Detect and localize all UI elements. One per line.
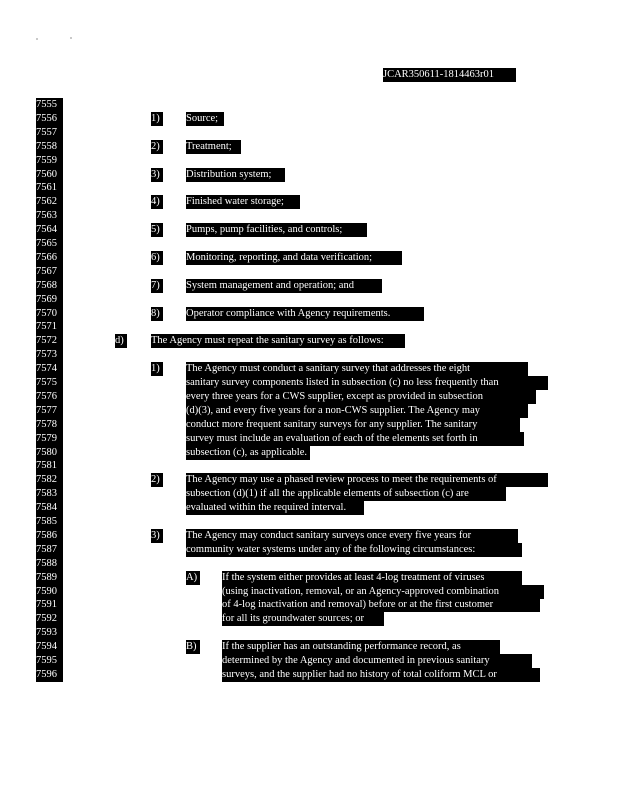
subsection-text-line: survey must include an evaluation of each of the elements set forth in xyxy=(186,432,524,446)
list-item-number: 5) xyxy=(151,223,163,237)
sub-item-text-line: If the supplier has an outstanding performance record, as xyxy=(222,640,500,654)
document-id: JCAR350611-1814463r01 xyxy=(383,68,516,82)
line-number: 7559 xyxy=(36,154,63,168)
list-item-number: 2) xyxy=(151,140,163,154)
subsection-text-line: subsection (d)(1) if all the applicable elements of subsection (c) are xyxy=(186,487,506,501)
line-number: 7567 xyxy=(36,265,63,279)
line-number: 7592 xyxy=(36,612,63,626)
line-number: 7575 xyxy=(36,376,63,390)
scan-speck xyxy=(70,37,72,39)
scan-speck xyxy=(36,38,38,40)
line-number: 7577 xyxy=(36,404,63,418)
subsection-text-line: sanitary survey components listed in subsection (c) no less frequently than xyxy=(186,376,548,390)
list-item-number: 8) xyxy=(151,307,163,321)
line-number: 7594 xyxy=(36,640,63,654)
sub-item-letter: A) xyxy=(186,571,200,585)
subsection-text-line: subsection (c), as applicable. xyxy=(186,446,310,460)
sub-item-text-line: If the system either provides at least 4-log treatment of viruses xyxy=(222,571,522,585)
line-number: 7589 xyxy=(36,571,63,585)
line-number: 7566 xyxy=(36,251,63,265)
subsection-text-line: community water systems under any of the following circumstances: xyxy=(186,543,522,557)
line-number: 7576 xyxy=(36,390,63,404)
list-item-number: 4) xyxy=(151,195,163,209)
line-number: 7562 xyxy=(36,195,63,209)
subsection-text-line: evaluated within the required interval. xyxy=(186,501,364,515)
list-item-text: Operator compliance with Agency requirements. xyxy=(186,307,424,321)
list-item-number: 1) xyxy=(151,112,163,126)
line-number: 7580 xyxy=(36,446,63,460)
subsection-text-line: conduct more frequent sanitary surveys for any supplier. The sanitary xyxy=(186,418,520,432)
list-item-text: Monitoring, reporting, and data verification; xyxy=(186,251,402,265)
line-number: 7591 xyxy=(36,598,63,612)
subsection-text-line: The Agency may use a phased review process to meet the requirements of xyxy=(186,473,548,487)
line-number: 7584 xyxy=(36,501,63,515)
line-number: 7565 xyxy=(36,237,63,251)
subsection-number: 2) xyxy=(151,473,163,487)
list-item-number: 6) xyxy=(151,251,163,265)
line-number: 7558 xyxy=(36,140,63,154)
line-number: 7590 xyxy=(36,585,63,599)
line-number: 7556 xyxy=(36,112,63,126)
subsection-text-line: The Agency must conduct a sanitary survey that addresses the eight xyxy=(186,362,528,376)
line-number: 7587 xyxy=(36,543,63,557)
section-heading: The Agency must repeat the sanitary survey as follows: xyxy=(151,334,405,348)
sub-item-text-line: (using inactivation, removal, or an Agency-approved combination xyxy=(222,585,544,599)
sub-item-text-line: of 4-log inactivation and removal) before or at the first customer xyxy=(222,598,540,612)
subsection-number: 1) xyxy=(151,362,163,376)
line-number: 7583 xyxy=(36,487,63,501)
list-item-number: 7) xyxy=(151,279,163,293)
sub-item-text-line: surveys, and the supplier had no history of total coliform MCL or xyxy=(222,668,540,682)
line-number: 7570 xyxy=(36,307,63,321)
list-item-text: System management and operation; and xyxy=(186,279,382,293)
list-item-text: Source; xyxy=(186,112,224,126)
line-number: 7586 xyxy=(36,529,63,543)
line-number: 7572 xyxy=(36,334,63,348)
line-number: 7569 xyxy=(36,293,63,307)
sub-item-text-line: determined by the Agency and documented in previous sanitary xyxy=(222,654,532,668)
line-number: 7582 xyxy=(36,473,63,487)
subsection-text-line: (d)(3), and every five years for a non-CWS supplier. The Agency may xyxy=(186,404,528,418)
list-item-text: Treatment; xyxy=(186,140,241,154)
sub-item-letter: B) xyxy=(186,640,200,654)
line-number: 7573 xyxy=(36,348,63,362)
line-number: 7571 xyxy=(36,320,63,334)
line-number: 7555 xyxy=(36,98,63,112)
list-item-number: 3) xyxy=(151,168,163,182)
line-number: 7593 xyxy=(36,626,63,640)
line-number: 7581 xyxy=(36,459,63,473)
subsection-number: 3) xyxy=(151,529,163,543)
section-label: d) xyxy=(115,334,127,348)
subsection-text-line: The Agency may conduct sanitary surveys once every five years for xyxy=(186,529,518,543)
line-number: 7557 xyxy=(36,126,63,140)
line-number: 7561 xyxy=(36,181,63,195)
line-number: 7578 xyxy=(36,418,63,432)
line-number: 7579 xyxy=(36,432,63,446)
line-number: 7568 xyxy=(36,279,63,293)
line-number: 7595 xyxy=(36,654,63,668)
sub-item-text-line: for all its groundwater sources; or xyxy=(222,612,384,626)
line-number: 7563 xyxy=(36,209,63,223)
line-number: 7588 xyxy=(36,557,63,571)
line-number: 7560 xyxy=(36,168,63,182)
list-item-text: Finished water storage; xyxy=(186,195,300,209)
subsection-text-line: every three years for a CWS supplier, except as provided in subsection xyxy=(186,390,536,404)
line-number: 7585 xyxy=(36,515,63,529)
line-number: 7574 xyxy=(36,362,63,376)
list-item-text: Distribution system; xyxy=(186,168,285,182)
list-item-text: Pumps, pump facilities, and controls; xyxy=(186,223,367,237)
line-number: 7596 xyxy=(36,668,63,682)
line-number: 7564 xyxy=(36,223,63,237)
